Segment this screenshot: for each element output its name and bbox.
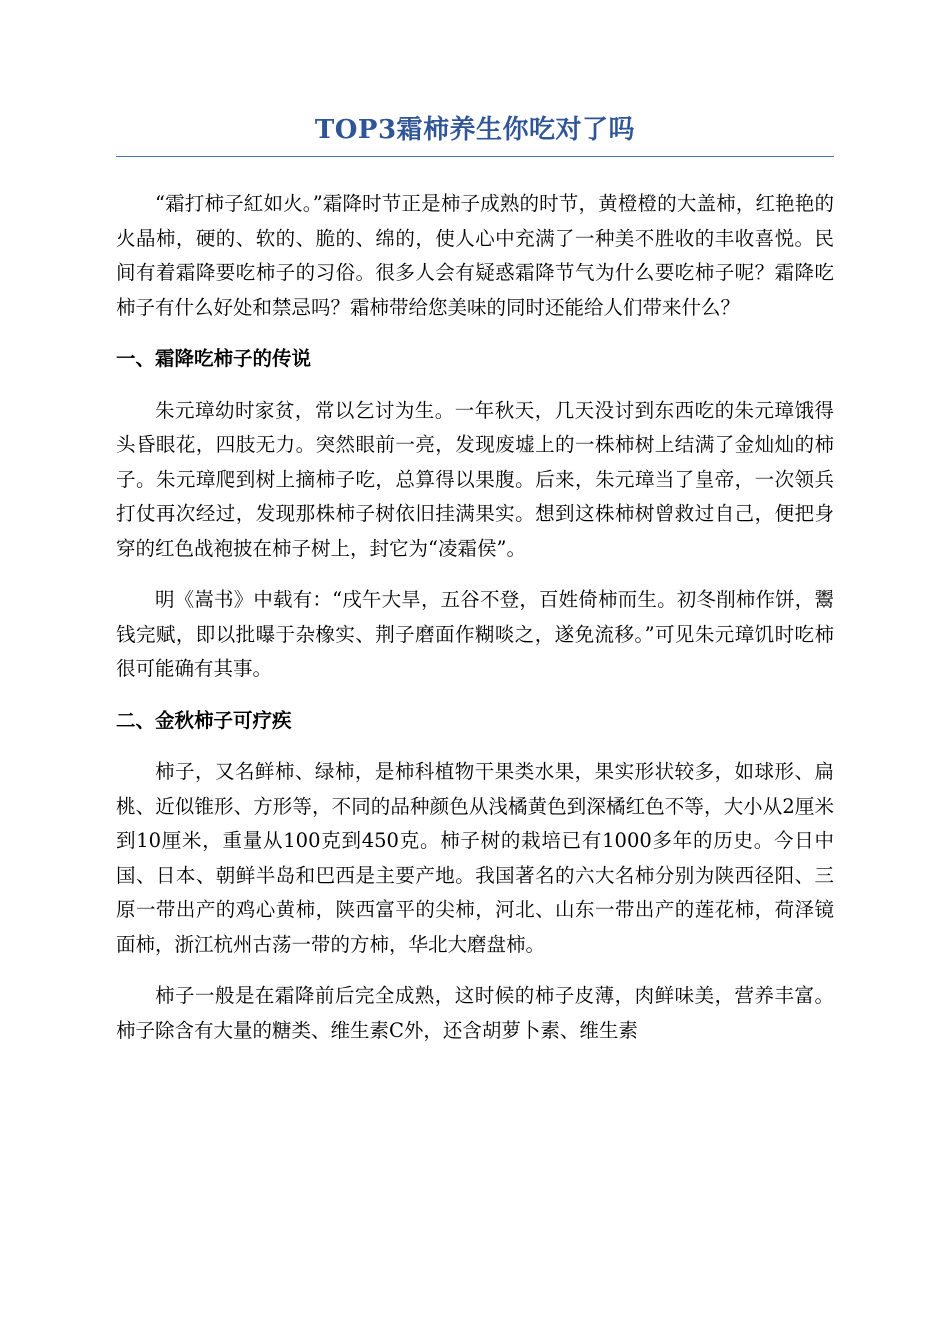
section-heading-remedy: 二、金秋柿子可疗疾: [116, 708, 292, 732]
intro-paragraph: “霜打柿子紅如火。”霜降时节正是柿子成熟的时节，黄橙橙的大盖柿，红艳艳的火晶柿，硬的、软的、脆的、绵的，使人心中充满了一种美不胜收的丰收喜悦。民间有着霜降要吃柿子的习俗。很多人会有疑惑霜降节气为什么要吃柿子呢？霜降吃柿子有什么好处和禁忌吗？霜柿带给您美味的同时还能给人们带来什么？: [116, 192, 834, 319]
document-content: [116, 110, 834, 1048]
section-paragraph: 柿子，又名鲜柿、绿柿，是柿科植物干果类水果，果实形状较多，如球形、扁桃、近似锥形、方形等，不同的品种颜色从浅橘黄色到深橘红色不等，大小从2厘米到10厘米，重量从100克到450克。柿子树的栽培已有1000多年的历史。今日中国、日本、朝鲜半岛和巴西是主要产地。我国著名的六大名柿分别为陕西径阳、三原一带出产的鸡心黄柿，陕西富平的尖柿，河北、山东一带出产的莲花柿，荷泽镜面柿，浙江杭州古荡一带的方柿，华北大磨盘柿。: [116, 760, 834, 956]
section-paragraph: 明《嵩书》中载有：“戌午大旱，五谷不登，百姓倚柿而生。初冬削柿作饼，鬻钱完赋，即以批曝于杂橡实、荆子磨面作糊啖之，遂免流移。”可见朱元璋饥时吃柿很可能确有其事。: [116, 588, 834, 680]
section-paragraph: 朱元璋幼时家贫，常以乞讨为生。一年秋天，几天没讨到东西吃的朱元璋饿得头昏眼花，四肢无力。突然眼前一亮，发现废墟上的一株柿树上结满了金灿灿的柿子。朱元璋爬到树上摘柿子吃，总算得以果腹。后来，朱元璋当了皇帝，一次领兵打仗再次经过，发现那株柿子树依旧挂满果实。想到这株柿树曾救过自己，便把身穿的红色战袍披在柿子树上，封它为“凌霜侯”。: [116, 398, 834, 560]
section-heading-legend: 一、霜降吃柿子的传说: [116, 347, 312, 370]
section-paragraph: 柿子一般是在霜降前后完全成熟，这时候的柿子皮薄，肉鲜味美，营养丰富。柿子除含有大量的糖类、维生素C外，还含胡萝卜素、维生素: [116, 984, 834, 1042]
document-title: TOP3霜柿养生你吃对了吗: [116, 110, 834, 157]
